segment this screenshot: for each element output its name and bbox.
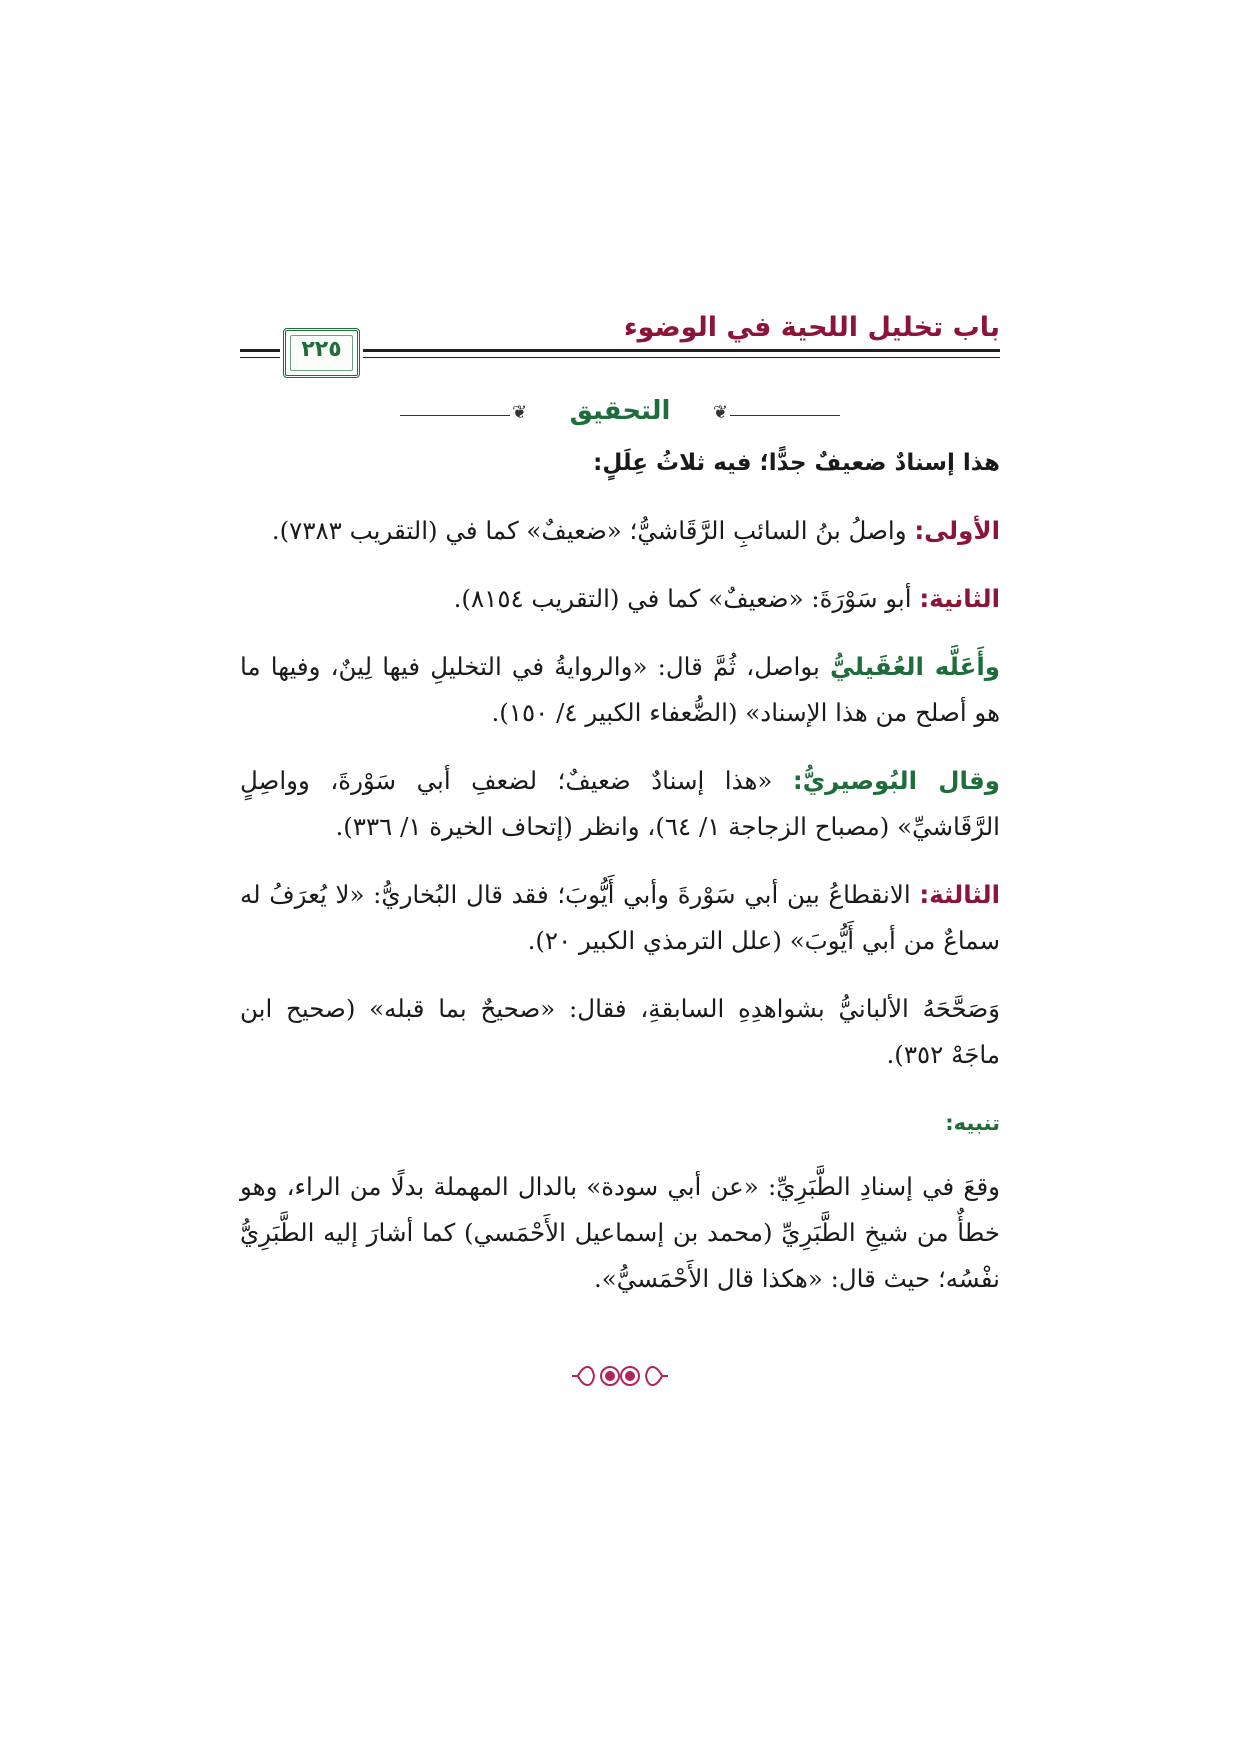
running-title: باب تخليل اللحية في الوضوء: [623, 312, 1000, 343]
section-title: التحقيق: [569, 396, 671, 426]
header-rule-bottom-left: [240, 357, 280, 358]
paragraph-label: الأولى:: [914, 516, 1000, 545]
page-number: ٢٢٥: [301, 337, 342, 362]
header-rule-top-right: [363, 349, 1000, 352]
paragraph-label: وأَعَلَّه العُقَيليُّ: [830, 652, 1000, 681]
paragraph-text: واصلُ بنُ السائبِ الرَّقَاشيُّ؛ «ضعيفٌ» كما في (التقريب ٧٣٨٣).: [271, 516, 915, 545]
paragraph-first-defect: [240, 508, 1000, 554]
paragraph-text: بواصل، ثُمَّ قال: «والروايةُ في التخليلِ فيها لِينٌ، وفيها ما هو أصلح من هذا الإسناد» (الضُّعفاء الكبير ٤/ ١٥٠).: [240, 652, 1000, 727]
paragraph-busiri: [240, 758, 1000, 850]
page-number-frame: [283, 328, 360, 378]
section-divider: [400, 396, 840, 430]
paragraph-text: الانقطاعُ بين أبي سَوْرةَ وأبي أَيُّوبَ؛ فقد قال البُخاريُّ: «لا يُعرَفُ له سماعٌ من أبي أَيُّوبَ» (علل الترمذي الكبير ٢٠).: [240, 880, 1000, 955]
divider-ornament-right-icon: ❦: [712, 402, 728, 423]
paragraph-third-defect: [240, 872, 1000, 964]
paragraph-second-defect: [240, 576, 1000, 622]
paragraph-label: الثالثة:: [919, 880, 1000, 909]
header-rule-bottom-right: [363, 357, 1000, 358]
paragraph-uqayli: [240, 644, 1000, 736]
note-paragraph: وقعَ في إسنادِ الطَّبَرِيِّ: «عن أبي سودة» بالدال المهملة بدلًا من الراء، وهو خطأٌ من شيخِ الطَّبَرِيِّ (محمد بن إسماعيل الأَحْمَسي) كما أشارَ إليه الطَّبَرِيُّ نفْسُه؛ حيث قال: «هكذا قال الأَحْمَسيُّ».: [240, 1172, 1000, 1293]
paragraph-text: أبو سَوْرَةَ: «ضعيفٌ» كما في (التقريب ٨١٥٤).: [453, 584, 920, 613]
paragraph-text: وَصَحَّحَهُ الألبانيُّ بشواهدِهِ السابقةِ، فقال: «صحيحٌ بما قبله» (صحيح ابن ماجَهْ ٣٥٢).: [240, 994, 1000, 1069]
end-ornament-icon: [570, 1358, 670, 1394]
paragraph-label: وقال البُوصيريُّ:: [792, 766, 1000, 795]
paragraph-albani: [240, 986, 1000, 1078]
paragraph-text: «هذا إسنادٌ ضعيفٌ؛ لضعفِ أبي سَوْرةَ، وواصِلٍ الرَّقَاشيِّ» (مصباح الزجاجة ١/ ٦٤)، وانظر (إتحاف الخيرة ١/ ٣٣٦).: [240, 766, 1000, 841]
intro-paragraph: هذا إسنادٌ ضعيفٌ جدًّا؛ فيه ثلاثُ عِلَلٍ:: [593, 450, 1000, 476]
page-body: [240, 440, 1000, 1324]
paragraph-label: الثانية:: [919, 584, 1000, 613]
header-rule-top-left: [240, 349, 280, 352]
divider-ornament-left-icon: ❦: [512, 402, 528, 423]
note-title: تنبيه:: [945, 1111, 1000, 1135]
